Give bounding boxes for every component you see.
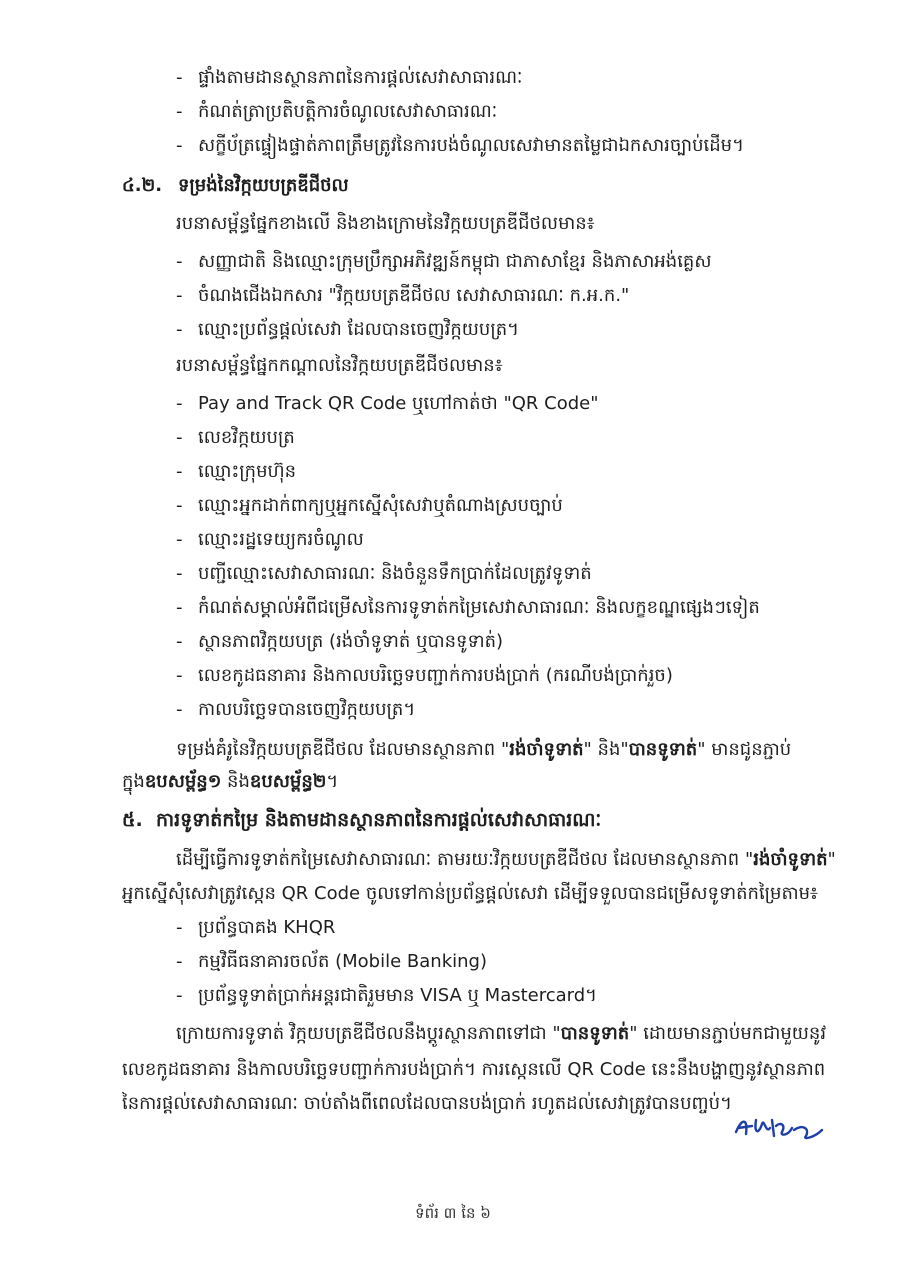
status-pending: រង់ចាំទូទាត់ bbox=[509, 739, 584, 760]
section-heading: ៥. ការទូទាត់កម្រៃ និងតាមដានស្ថានភាពនៃការផ្តល់សេវាសាធារណៈ bbox=[122, 809, 602, 831]
paragraph-continuation: លេខកូដធនាគារ និងកាលបរិច្ឆេទបញ្ជាក់ការបង់ប្រាក់។ ការស្កេនលើ QR Code នេះនឹងបង្ហាញនូវស្ថានភាព bbox=[122, 1059, 826, 1080]
list-item: - ឈ្មោះប្រព័ន្ធផ្តល់សេវា ដែលបានចេញវិក្កយបត្រ។ bbox=[176, 319, 519, 340]
paragraph: ដើម្បីធ្វើការទូទាត់កម្រៃសេវាសាធារណៈ តាមរយៈវិក្កយបត្រឌីជីថល ដែលមានស្ថានភាព "រង់ចាំទូទាត់" bbox=[176, 849, 836, 870]
paragraph-continuation: អ្នកស្នើសុំសេវាត្រូវស្កេន QR Code ចូលទៅកាន់ប្រព័ន្ធផ្តល់សេវា ដើម្បីទទួលបានជម្រើសទូទាត់កម្រៃតាម៖ bbox=[122, 883, 818, 904]
paragraph: ទម្រង់គំរូនៃវិក្កយបត្រឌីជីថល ដែលមានស្ថានភាព "រង់ចាំទូទាត់" និង"បានទូទាត់" មានជូនភ្ជាប់ bbox=[176, 739, 792, 760]
list-item: - ឈ្មោះរដ្ឋទេយ្យករចំណូល bbox=[176, 529, 364, 550]
paragraph: របនាសម្ព័ន្ធផ្នែកកណ្តាលនៃវិក្កយបត្រឌីជីថលមាន៖ bbox=[176, 355, 503, 376]
list-item: - កំណត់សម្គាល់អំពីជម្រើសនៃការទូទាត់កម្រៃសេវាសាធារណៈ និងលក្ខខណ្ឌផ្សេងៗទៀត bbox=[176, 597, 760, 618]
list-item: - Pay and Track QR Code ឬហៅកាត់ថា "QR Code" bbox=[176, 393, 599, 414]
list-item: - សក្ខីប័ត្រផ្ទៀងផ្ទាត់ភាពត្រឹមត្រូវនៃការបង់ចំណូលសេវាមានតម្លៃជាឯកសារច្បាប់ដើម។ bbox=[176, 135, 744, 156]
list-item: - ស្ថានភាពវិក្កយបត្រ (រង់ចាំទូទាត់ ឬបានទូទាត់) bbox=[176, 631, 504, 652]
status-paid: បានទូទាត់ bbox=[628, 739, 698, 760]
annex-2: ឧបសម្ព័ន្ធ២ bbox=[249, 771, 327, 792]
list-item: - ផ្ទាំងតាមដានស្ថានភាពនៃការផ្តល់សេវាសាធារណៈ bbox=[176, 67, 523, 88]
list-item: - ឈ្មោះអ្នកដាក់ពាក្យឬអ្នកស្នើសុំសេវាឬតំណាងស្របច្បាប់ bbox=[176, 495, 563, 516]
paragraph-continuation: ក្នុងឧបសម្ព័ន្ធ១ និងឧបសម្ព័ន្ធ២។ bbox=[122, 771, 339, 792]
list-item: - ប្រព័ន្ធបាគង KHQR bbox=[176, 917, 336, 938]
status-pending: រង់ចាំទូទាត់ bbox=[753, 849, 828, 870]
list-item: - លេខវិក្កយបត្រ bbox=[176, 427, 295, 448]
section-heading: ៤.២. ទម្រង់នៃវិក្កយបត្រឌីជីថល bbox=[122, 175, 349, 196]
list-item: - កំណត់ត្រាប្រតិបត្តិការចំណូលសេវាសាធារណៈ bbox=[176, 101, 498, 122]
list-item: - កាលបរិច្ឆេទបានចេញវិក្កយបត្រ។ bbox=[176, 699, 416, 720]
annex-1: ឧបសម្ព័ន្ធ១ bbox=[144, 771, 222, 792]
list-item: - បញ្ជីឈ្មោះសេវាសាធារណៈ និងចំនួនទឹកប្រាក់ដែលត្រូវទូទាត់ bbox=[176, 563, 592, 584]
list-item: - សញ្ញាជាតិ និងឈ្មោះក្រុមប្រឹក្សាអភិវឌ្ឍន៍កម្ពុជា ជាភាសាខ្មែរ និងភាសាអង់គ្លេស bbox=[176, 251, 712, 272]
paragraph: ក្រោយការទូទាត់ វិក្កយបត្រឌីជីថលនឹងប្តូរស្ថានភាពទៅជា "បានទូទាត់" ដោយមានភ្ជាប់មកជាមួយនូវ bbox=[176, 1023, 827, 1044]
list-item: - កម្មវិធីធនាគារចល័ត (Mobile Banking) bbox=[176, 951, 487, 972]
status-paid: បានទូទាត់ bbox=[560, 1023, 630, 1044]
handwritten-initials bbox=[732, 1108, 828, 1148]
paragraph-continuation: នៃការផ្តល់សេវាសាធារណៈ ចាប់តាំងពីពេលដែលបានបង់ប្រាក់ រហូតដល់សេវាត្រូវបានបញ្ចប់។ bbox=[122, 1093, 732, 1114]
list-item: - ប្រព័ន្ធទូទាត់ប្រាក់អន្តរជាតិរួមមាន VISA ឬ Mastercard។ bbox=[176, 985, 598, 1006]
list-item: - ចំណងជើងឯកសារ "វិក្កយបត្រឌីជីថល សេវាសាធារណៈ ក.អ.ក." bbox=[176, 285, 630, 306]
list-item: - ឈ្មោះក្រុមហ៊ុន bbox=[176, 461, 297, 482]
page-number: ទំព័រ ៣ នៃ ៦ bbox=[415, 1204, 491, 1222]
list-item: - លេខកូដធនាគារ និងកាលបរិច្ឆេទបញ្ជាក់ការបង់ប្រាក់ (ករណីបង់ប្រាក់រួច) bbox=[176, 665, 673, 686]
paragraph: របនាសម្ព័ន្ធផ្នែកខាងលើ និងខាងក្រោមនៃវិក្កយបត្រឌីជីថលមាន៖ bbox=[176, 213, 595, 234]
